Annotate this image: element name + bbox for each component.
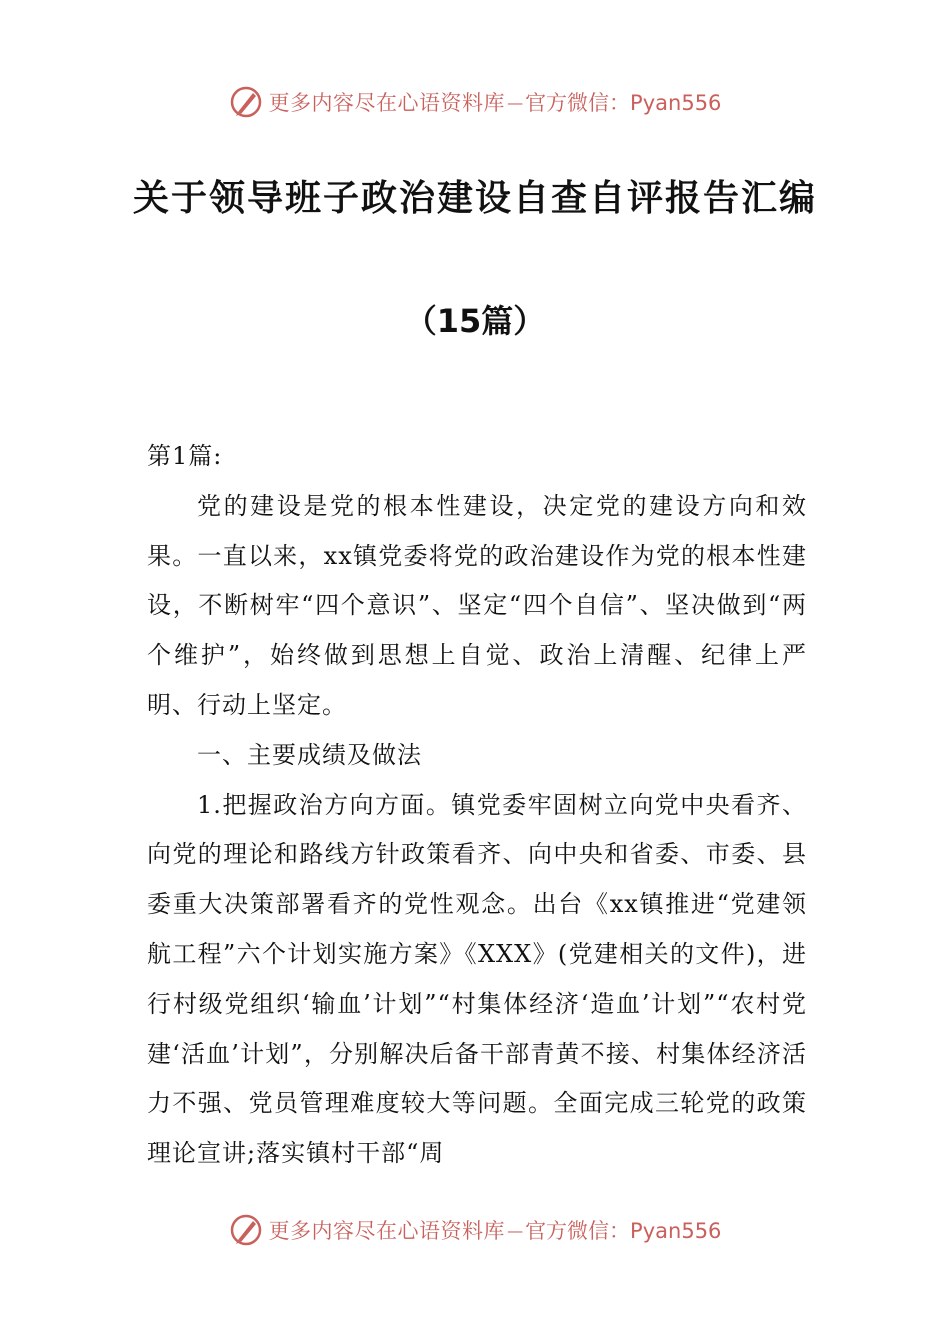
- banner-text: 更多内容尽在心语资料库: [268, 91, 506, 115]
- banner-wechat: 官方微信：Pyan556: [525, 1219, 722, 1243]
- document-subtitle: （15篇）: [404, 302, 546, 340]
- header-banner: [0, 82, 950, 122]
- paragraph-political-direction: 1.把握政治方向方面。镇党委牢固树立向党中央看齐、向党的理论和路线方针政策看齐、向中央和省委、市委、县委重大决策部署看齐的党性观念。出台《xx镇推进“党建领航工程”六个计划实施方案》《XXX》(党建相关的文件)，进行村级党组织‘输血’计划”“村集体经济‘造血’计划”“农村党建‘活血’计划”，分别解决后备干部青黄不接、村集体经济活力不强、党员管理难度较大等问题。全面完成三轮党的政策理论宣讲;落实镇村干部“周: [147, 790, 807, 1168]
- banner-text: 更多内容尽在心语资料库: [268, 1219, 506, 1243]
- quill-pen-logo-icon: [229, 85, 263, 119]
- banner-dash: —: [507, 92, 524, 112]
- quill-pen-logo-icon: [229, 1213, 263, 1247]
- document-title: 关于领导班子政治建设自查自评报告汇编: [132, 178, 817, 219]
- footer-banner: [0, 1210, 950, 1250]
- document-body: [147, 432, 807, 1179]
- section-label: 第1篇:: [147, 442, 223, 470]
- banner-wechat: 官方微信：Pyan556: [525, 91, 722, 115]
- paragraph-intro: 党的建设是党的根本性建设，决定党的建设方向和效果。一直以来，xx镇党委将党的政治建设作为党的根本性建设，不断树牢“四个意识”、坚定“四个自信”、坚决做到“两个维护”，始终做到思想上自觉、政治上清醒、纪律上严明、行动上坚定。: [147, 491, 807, 719]
- section-heading: 一、主要成绩及做法: [197, 740, 422, 769]
- banner-dash: —: [507, 1220, 524, 1240]
